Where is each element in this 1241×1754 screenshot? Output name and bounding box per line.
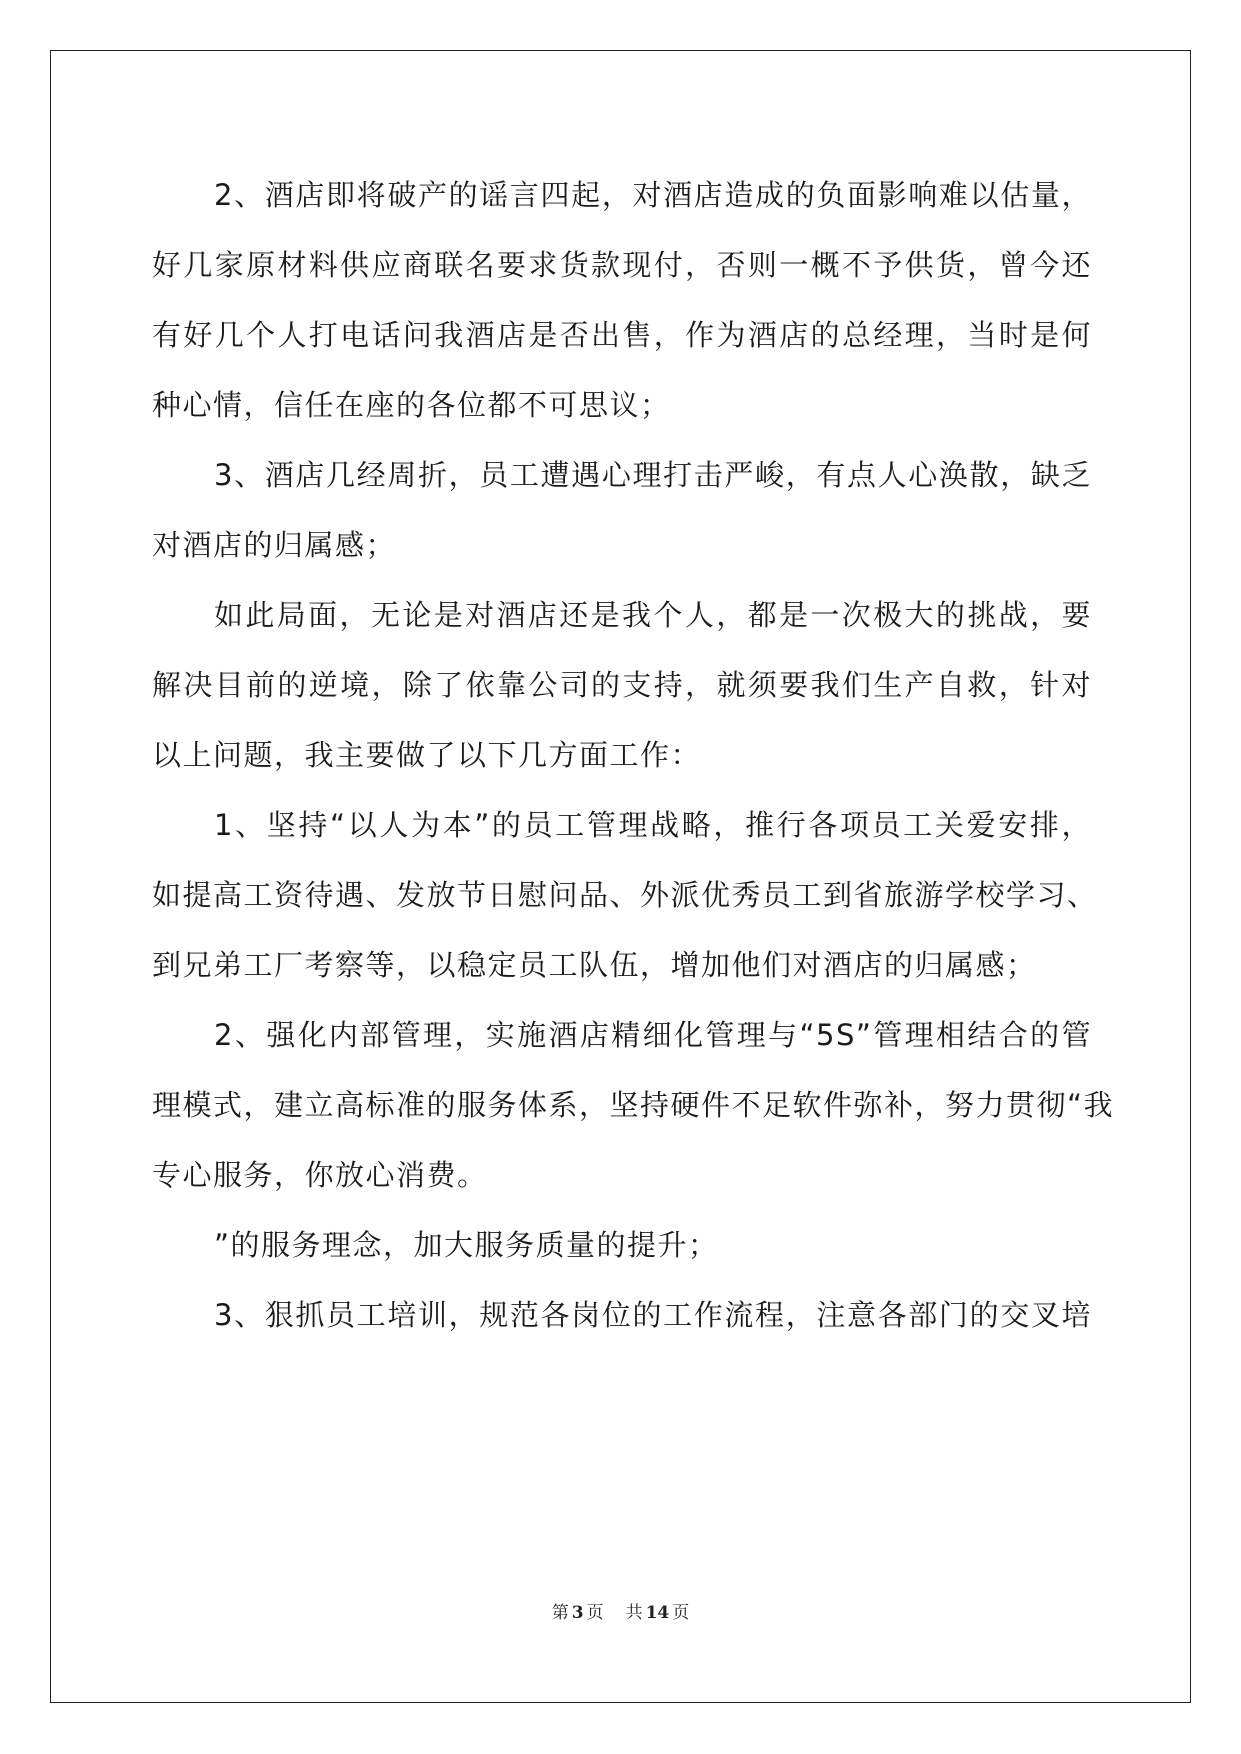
paragraph-line: 专心服务，你放心消费。 xyxy=(152,1158,488,1192)
paragraph-line: 到兄弟工厂考察等，以稳定员工队伍，增加他们对酒店的归属感； xyxy=(152,948,1037,982)
current-page-number: 3 xyxy=(571,1603,584,1623)
paragraph-line: 有好几个人打电话问我酒店是否出售，作为酒店的总经理，当时是何 xyxy=(152,318,1092,352)
page-footer xyxy=(0,1598,1241,1623)
document-body xyxy=(152,160,1115,1350)
paragraph-line: 1、坚持“以人为本”的员工管理战略，推行各项员工关爱安排， xyxy=(214,808,1092,842)
footer-prefix: 第 xyxy=(551,1603,569,1623)
paragraph-line: 理模式，建立高标准的服务体系，坚持硬件不足软件弥补，努力贯彻“我 xyxy=(152,1088,1115,1122)
paragraph-line: 3、酒店几经周折，员工遭遇心理打击严峻，有点人心涣散，缺乏 xyxy=(214,458,1092,492)
paragraph-line: ”的服务理念，加大服务质量的提升； xyxy=(214,1228,719,1262)
footer-page-suffix: 页 xyxy=(586,1603,604,1623)
paragraph-line: 如提高工资待遇、发放节日慰问品、外派优秀员工到省旅游学校学习、 xyxy=(152,878,1098,912)
footer-total-suffix: 页 xyxy=(672,1603,690,1623)
paragraph-line: 种心情，信任在座的各位都不可思议； xyxy=(152,388,671,422)
paragraph-line: 如此局面，无论是对酒店还是我个人，都是一次极大的挑战，要 xyxy=(214,598,1092,632)
paragraph-line: 解决目前的逆境，除了依靠公司的支持，就须要我们生产自救，针对 xyxy=(152,668,1092,702)
paragraph-line: 对酒店的归属感； xyxy=(152,528,397,562)
paragraph-line: 2、酒店即将破产的谣言四起，对酒店造成的负面影响难以估量， xyxy=(214,178,1092,212)
paragraph-line: 以上问题，我主要做了以下几方面工作： xyxy=(152,738,702,772)
paragraph-line: 3、狠抓员工培训，规范各岗位的工作流程，注意各部门的交叉培 xyxy=(214,1298,1092,1332)
footer-total-prefix: 共 xyxy=(625,1603,643,1623)
total-page-count: 14 xyxy=(645,1603,670,1623)
paragraph-line: 2、强化内部管理，实施酒店精细化管理与“5S”管理相结合的管 xyxy=(214,1018,1092,1052)
paragraph-line: 好几家原材料供应商联名要求货款现付，否则一概不予供货，曾今还 xyxy=(152,248,1092,282)
